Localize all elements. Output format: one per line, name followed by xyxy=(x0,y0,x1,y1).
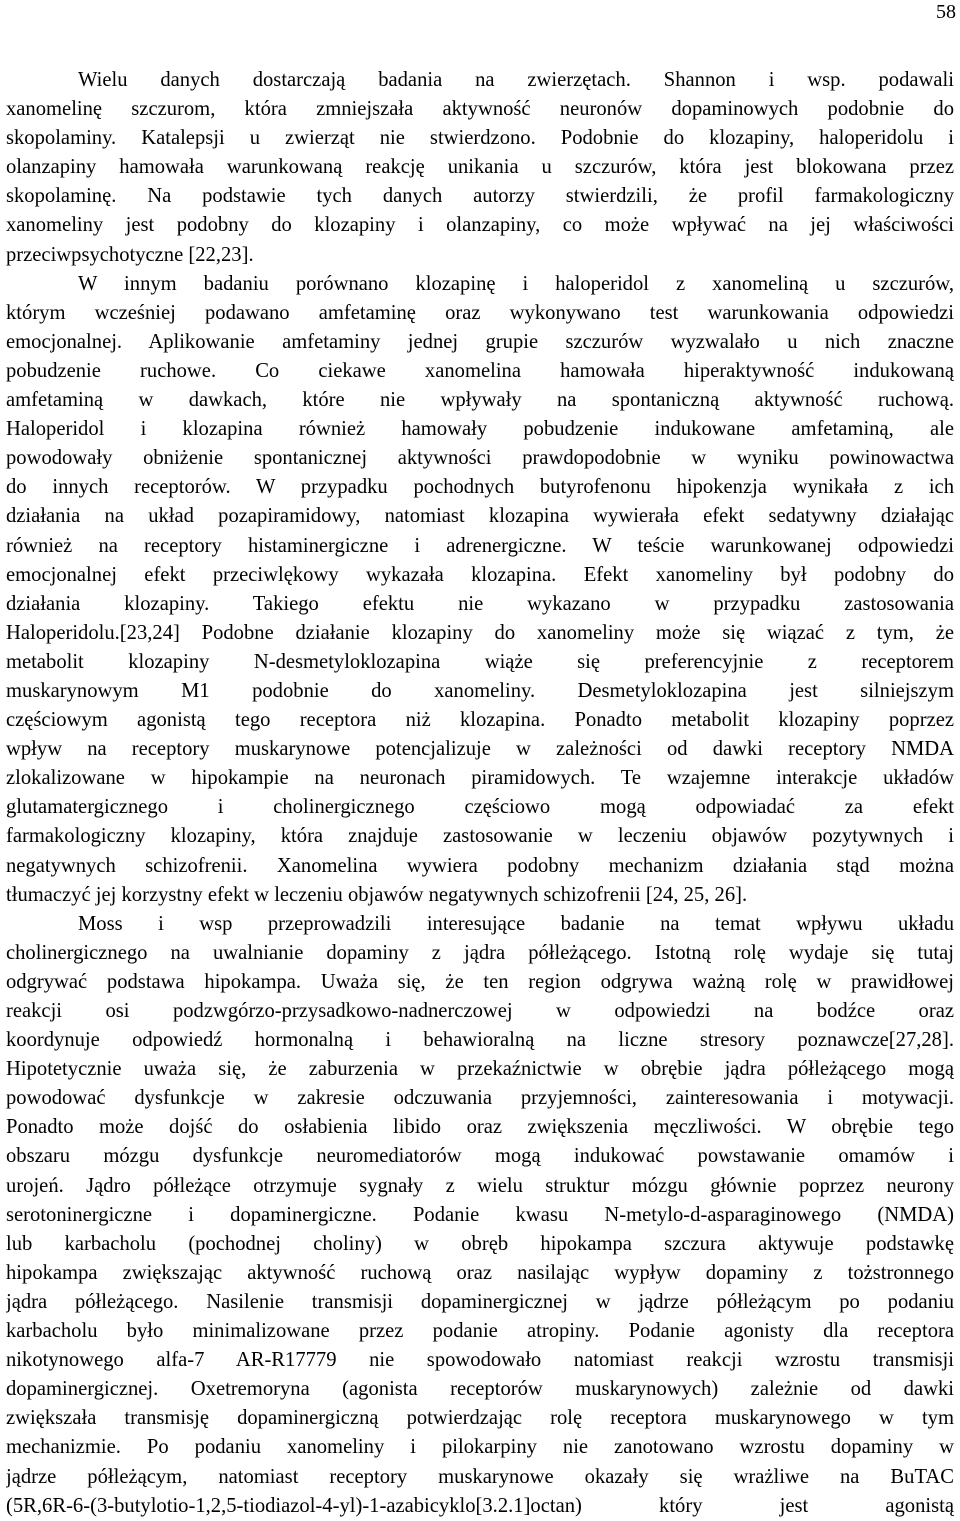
text-line: lub karbacholu (pochodnej choliny) w obręb hipokampa szczura aktywuje podstawkę xyxy=(6,1232,954,1255)
text-line: zlokalizowane w hipokampie na neuronach piramidowych. Te wzajemne interakcje układów xyxy=(6,767,954,790)
text-line: również na receptory histaminergiczne i adrenergiczne. W teście warunkowanej odpowiedzi xyxy=(6,534,954,557)
text-line: farmakologiczny klozapiny, która znajduje zastosowanie w leczeniu objawów pozytywnych i xyxy=(6,825,954,848)
text-line: reakcji osi podzwgórzo-przysadkowo-nadnerczowej w odpowiedzi na bodźce oraz xyxy=(6,1000,954,1022)
text-line: tłumaczyć jej korzystny efekt w leczeniu objawów negatywnych schizofrenii [24, 25, 26]. xyxy=(6,883,748,906)
text-line: cholinergicznego na uwalnianie dopaminy z jądra półleżącego. Istotną rolę wydaje się tutaj xyxy=(6,941,954,964)
text-line: urojeń. Jądro półleżące otrzymuje sygnały z wielu struktur mózgu głównie poprzez neurony xyxy=(6,1174,954,1197)
text-line: (5R,6R-6-(3-butylotio-1,2,5-tiodiazol-4-yl)-1-azabicyklo[3.2.1]octan) który jest agonistą xyxy=(6,1494,954,1517)
text-line: amfetaminą w dawkach, które nie wpływały na spontaniczną aktywność ruchową. xyxy=(6,389,954,412)
text-line: nikotynowego alfa-7 AR-R17779 nie spowodowało natomiast reakcji wzrostu transmisji xyxy=(6,1349,954,1372)
text-line: karbacholu było minimalizowane przez podanie atropiny. Podanie agonisty dla receptora xyxy=(6,1320,954,1343)
text-line: powodowały obniżenie spontanicznej aktywności prawdopodobnie w wyniku powinowactwa xyxy=(6,447,954,470)
text-line: mechanizmie. Po podaniu xanomeliny i pilokarpiny nie zanotowano wzrostu dopaminy w xyxy=(6,1436,954,1459)
text-line: xanomelinę szczurom, która zmniejszała aktywność neuronów dopaminowych podobnie do xyxy=(6,98,954,121)
text-line: dopaminergicznej. Oxetremoryna (agonista receptorów muskarynowych) zależnie od dawki xyxy=(6,1378,954,1401)
text-line: pobudzenie ruchowe. Co ciekawe xanomelina hamowała hiperaktywność indukowaną xyxy=(6,359,954,382)
text-line: olanzapiny hamowała warunkowaną reakcję unikania u szczurów, która jest blokowana przez xyxy=(6,156,954,179)
text-line: emocjonalnej efekt przeciwlękowy wykazała klozapina. Efekt xanomeliny był podobny do xyxy=(6,563,954,586)
text-line: jądrze półleżącym, natomiast receptory muskarynowe okazały się wrażliwe na BuTAC xyxy=(6,1465,954,1488)
text-line: xanomeliny jest podobny do klozapiny i olanzapiny, co może wpływać na jej właściwości xyxy=(6,214,954,237)
text-line: powodować dysfunkcje w zakresie odczuwania przyjemności, zainteresowania i motywacji. xyxy=(6,1087,954,1110)
text-line: Hipotetycznie uważa się, że zaburzenia w przekaźnictwie w obrębie jądra półleżącego mogą xyxy=(6,1058,954,1081)
text-line: Haloperidolu.[23,24] Podobne działanie klozapiny do xanomeliny może się wiązać z tym, że xyxy=(6,621,954,644)
text-line: emocjonalnej. Aplikowanie amfetaminy jednej grupie szczurów wyzwalało u nich znaczne xyxy=(6,330,954,353)
text-line: wpływ na receptory muskarynowe potencjalizuje w zależności od dawki receptory NMDA xyxy=(6,738,954,761)
text-line: częściowym agonistą tego receptora niż klozapina. Ponadto metabolit klozapiny poprzez xyxy=(6,709,954,732)
text-line: którym wcześniej podawano amfetaminę oraz wykonywano test warunkowania odpowiedzi xyxy=(6,301,954,324)
text-line: jądra półleżącego. Nasilenie transmisji dopaminergicznej w jądrze półleżącym po podaniu xyxy=(6,1290,954,1313)
text-line: Ponadto może dojść do osłabienia libido oraz zwiększenia męczliwości. W obrębie tego xyxy=(6,1116,954,1139)
text-line: działania klozapiny. Takiego efektu nie wykazano w przypadku zastosowania xyxy=(6,592,954,615)
text-line: skopolaminę. Na podstawie tych danych autorzy stwierdzili, że profil farmakologiczny xyxy=(6,185,954,208)
text-line: do innych receptorów. W przypadku pochodnych butyrofenonu hipokenzja wynikała z ich xyxy=(6,476,954,499)
text-line: W innym badaniu porównano klozapinę i haloperidol z xanomeliną u szczurów, xyxy=(78,272,954,295)
text-line: przeciwpsychotyczne [22,23]. xyxy=(6,243,254,266)
text-line: serotoninergiczne i dopaminergiczne. Podanie kwasu N-metylo-d-asparaginowego (NMDA) xyxy=(6,1203,954,1226)
text-line: Moss i wsp przeprowadzili interesujące badanie na temat wpływu układu xyxy=(78,912,954,935)
text-line: negatywnych schizofrenii. Xanomelina wywiera podobny mechanizm działania stąd można xyxy=(6,854,954,877)
text-line: działania na układ pozapiramidowy, natomiast klozapina wywierała efekt sedatywny działając xyxy=(6,505,954,528)
text-line: odgrywać podstawa hipokampa. Uważa się, że ten region odgrywa ważną rolę w prawidłowej xyxy=(6,970,954,993)
text-line: glutamatergicznego i cholinergicznego częściowo mogą odpowiadać za efekt xyxy=(6,796,954,819)
text-line: metabolit klozapiny N-desmetyloklozapina wiąże się preferencyjnie z receptorem xyxy=(6,650,954,673)
text-line: koordynuje odpowiedź hormonalną i behawioralną na liczne stresory poznawcze[27,28]. xyxy=(6,1029,954,1052)
text-line: skopolaminy. Katalepsji u zwierząt nie stwierdzono. Podobnie do klozapiny, haloperidolu i xyxy=(6,127,954,150)
text-line: muskarynowym M1 podobnie do xanomeliny. Desmetyloklozapina jest silniejszym xyxy=(6,679,954,702)
page-number: 58 xyxy=(936,1,956,23)
text-line: Haloperidol i klozapina również hamowały pobudzenie indukowane amfetaminą, ale xyxy=(6,418,954,441)
text-line: Wielu danych dostarczają badania na zwierzętach. Shannon i wsp. podawali xyxy=(78,69,954,91)
text-line: zwiększała transmisję dopaminergiczną potwierdzając rolę receptora muskarynowego w tym xyxy=(6,1407,954,1430)
text-line: hipokampa zwiększając aktywność ruchową oraz nasilając wypływ dopaminy z tożstronnego xyxy=(6,1261,954,1284)
text-line: obszaru mózgu dysfunkcje neuromediatorów mogą indukować powstawanie omamów i xyxy=(6,1145,954,1168)
body-text xyxy=(6,66,954,1521)
